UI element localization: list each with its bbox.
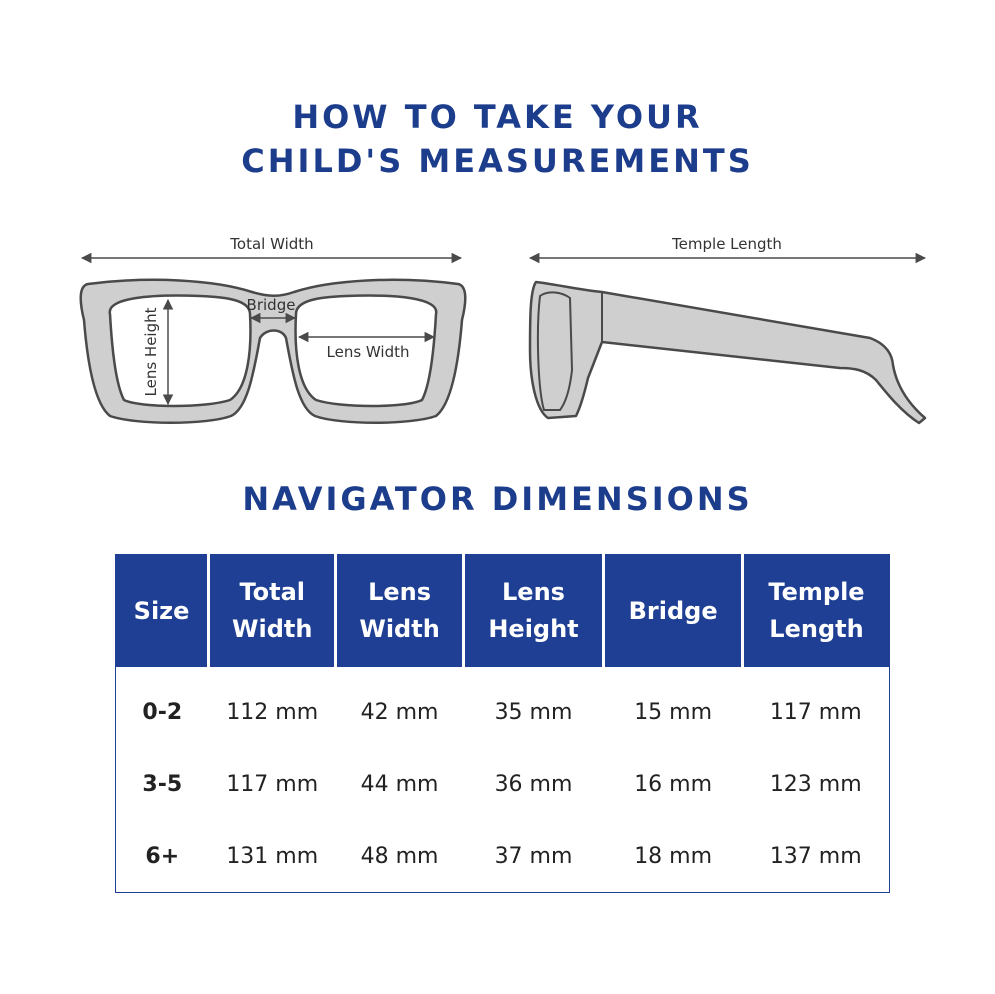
- total-width-cell: 112 mm: [226, 699, 319, 725]
- bridge-cell: 16 mm: [634, 771, 713, 797]
- dimensions-table: [115, 554, 890, 893]
- section-title: NAVIGATOR DIMENSIONS: [242, 480, 753, 518]
- total-width-label: Total Width: [230, 235, 314, 253]
- lens-height-cell: 36 mm: [494, 771, 573, 797]
- bridge-label: Bridge: [246, 296, 296, 314]
- side-view-glasses: [530, 235, 925, 423]
- front-view-glasses: [81, 235, 466, 423]
- header-bridge: Bridge: [604, 555, 743, 668]
- table-row: [116, 748, 890, 820]
- header-lens-width: Lens Width: [336, 555, 463, 668]
- lens-width-label: Lens Width: [326, 343, 410, 361]
- total-width-cell: 131 mm: [226, 843, 319, 869]
- table-header-row: [116, 555, 890, 668]
- table-row: [116, 667, 890, 748]
- lens-height-label: Lens Height: [142, 307, 160, 397]
- glasses-diagrams: [0, 220, 995, 440]
- header-lens-height: Lens Height: [463, 555, 604, 668]
- header-total-width: Total Width: [209, 555, 336, 668]
- title-line-1: HOW TO TAKE YOUR: [292, 98, 703, 136]
- size-cell: 6+: [145, 843, 180, 869]
- lens-height-cell: 35 mm: [494, 699, 573, 725]
- temple-length-cell: 117 mm: [769, 699, 862, 725]
- header-size: Size: [116, 555, 209, 668]
- lens-width-cell: 48 mm: [360, 843, 439, 869]
- side-frame: [530, 282, 925, 423]
- bridge-cell: 15 mm: [634, 699, 713, 725]
- size-cell: 3-5: [142, 771, 183, 797]
- lens-width-cell: 44 mm: [360, 771, 439, 797]
- total-width-cell: 117 mm: [226, 771, 319, 797]
- lens-height-cell: 37 mm: [494, 843, 573, 869]
- header-temple-length: Temple Length: [743, 555, 890, 668]
- title-line-2: CHILD'S MEASUREMENTS: [241, 142, 754, 180]
- temple-length-cell: 123 mm: [769, 771, 862, 797]
- bridge-cell: 18 mm: [634, 843, 713, 869]
- size-cell: 0-2: [142, 699, 183, 725]
- temple-length-label: Temple Length: [672, 235, 782, 253]
- table-row: [116, 820, 890, 893]
- temple-length-cell: 137 mm: [769, 843, 862, 869]
- lens-width-cell: 42 mm: [360, 699, 439, 725]
